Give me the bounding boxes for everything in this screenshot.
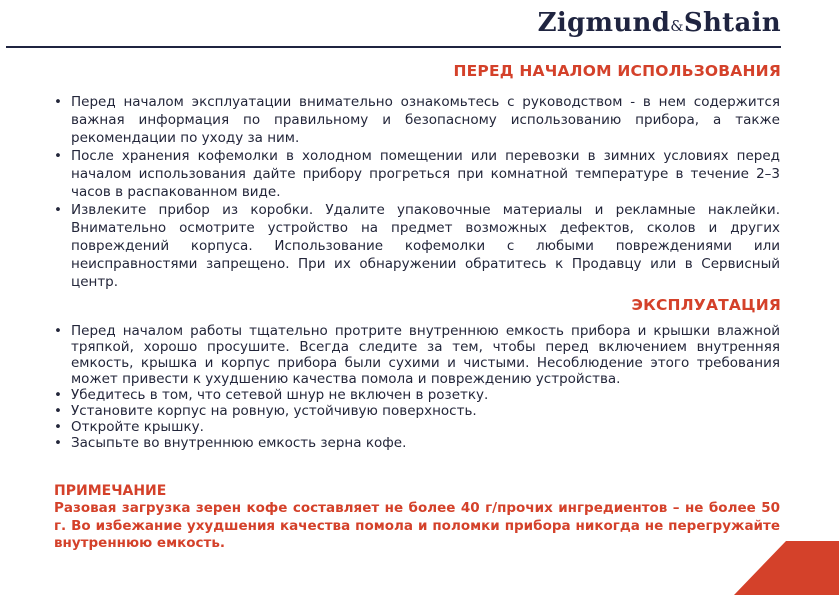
bullet-icon: • (54, 419, 62, 435)
bullet-icon: • (54, 323, 62, 339)
list-item (54, 93, 780, 147)
list-item-text: Откройте крышку. (71, 419, 204, 435)
list-item-text: Перед началом эксплуатации внимательно ознакомьтесь с руководством - в нем содержится важная информация по правильному и безопасному использованию прибора, а также рекомендации по уходу за ним. (71, 94, 780, 146)
brand-name-right: Shtain (683, 8, 781, 38)
list-item (54, 403, 780, 419)
list-item-text: Убедитесь в том, что сетевой шнур не включен в розетку. (71, 387, 489, 403)
list-item-text: Извлеките прибор из коробки. Удалите упаковочные материалы и рекламные наклейки. Внимательно осмотрите устройство на предмет возможных дефектов, сколов и других повреждений корпуса. Использование кофемолки с любыми повреждениями или неисправностями запрещено. При их обнаружении обратитесь к Продавцу или в Сервисный центр. (71, 202, 780, 290)
brand-logo (538, 8, 781, 38)
list-item (54, 435, 780, 451)
note-title: ПРИМЕЧАНИЕ (54, 483, 167, 499)
brand-name-left: Zigmund (537, 8, 671, 38)
bullet-icon: • (54, 202, 62, 218)
corner-decoration (734, 541, 839, 595)
section-title-before-use: ПЕРЕД НАЧАЛОМ ИСПОЛЬЗОВАНИЯ (453, 62, 781, 80)
list-item (54, 387, 780, 403)
note-text: Разовая загрузка зерен кофе составляет не более 40 г/прочих ингредиентов – не более 50 г. Во избежание ухудшения качества помола и поломки прибора никогда не перегружайте внутреннюю емкость. (54, 500, 780, 551)
list-item-text: После хранения кофемолки в холодном помещении или перевозки в зимних условиях перед началом использования дайте прибору прогреться при комнатной температуре в течение 2–3 часов в распакованном виде. (71, 148, 780, 200)
bullet-icon: • (54, 148, 62, 164)
section-title-operation: ЭКСПЛУАТАЦИЯ (631, 296, 781, 314)
bullet-icon: • (54, 94, 62, 110)
brand-ampersand: & (670, 17, 684, 35)
corner-triangle (734, 541, 839, 595)
list-item (54, 323, 780, 387)
bullet-icon: • (54, 435, 62, 451)
list-item-text: Установите корпус на ровную, устойчивую поверхность. (71, 403, 477, 419)
list-item-text: Перед началом работы тщательно протрите внутреннюю емкость прибора и крышки влажной тряпкой, хорошо просушите. Всегда следите за тем, чтобы перед включением внутренняя емкость, крышка и корпус прибора были сухими и чистыми. Несоблюдение этого требования может привести к ухудшению качества помола и повреждению устройства. (71, 323, 780, 387)
header-divider (6, 46, 781, 48)
list-item (54, 201, 780, 291)
bullet-icon: • (54, 403, 62, 419)
before-use-list (54, 93, 780, 291)
bullet-icon: • (54, 387, 62, 403)
list-item (54, 419, 780, 435)
list-item-text: Засыпьте во внутреннюю емкость зерна кофе. (71, 435, 407, 451)
operation-list (54, 323, 780, 451)
list-item (54, 147, 780, 201)
